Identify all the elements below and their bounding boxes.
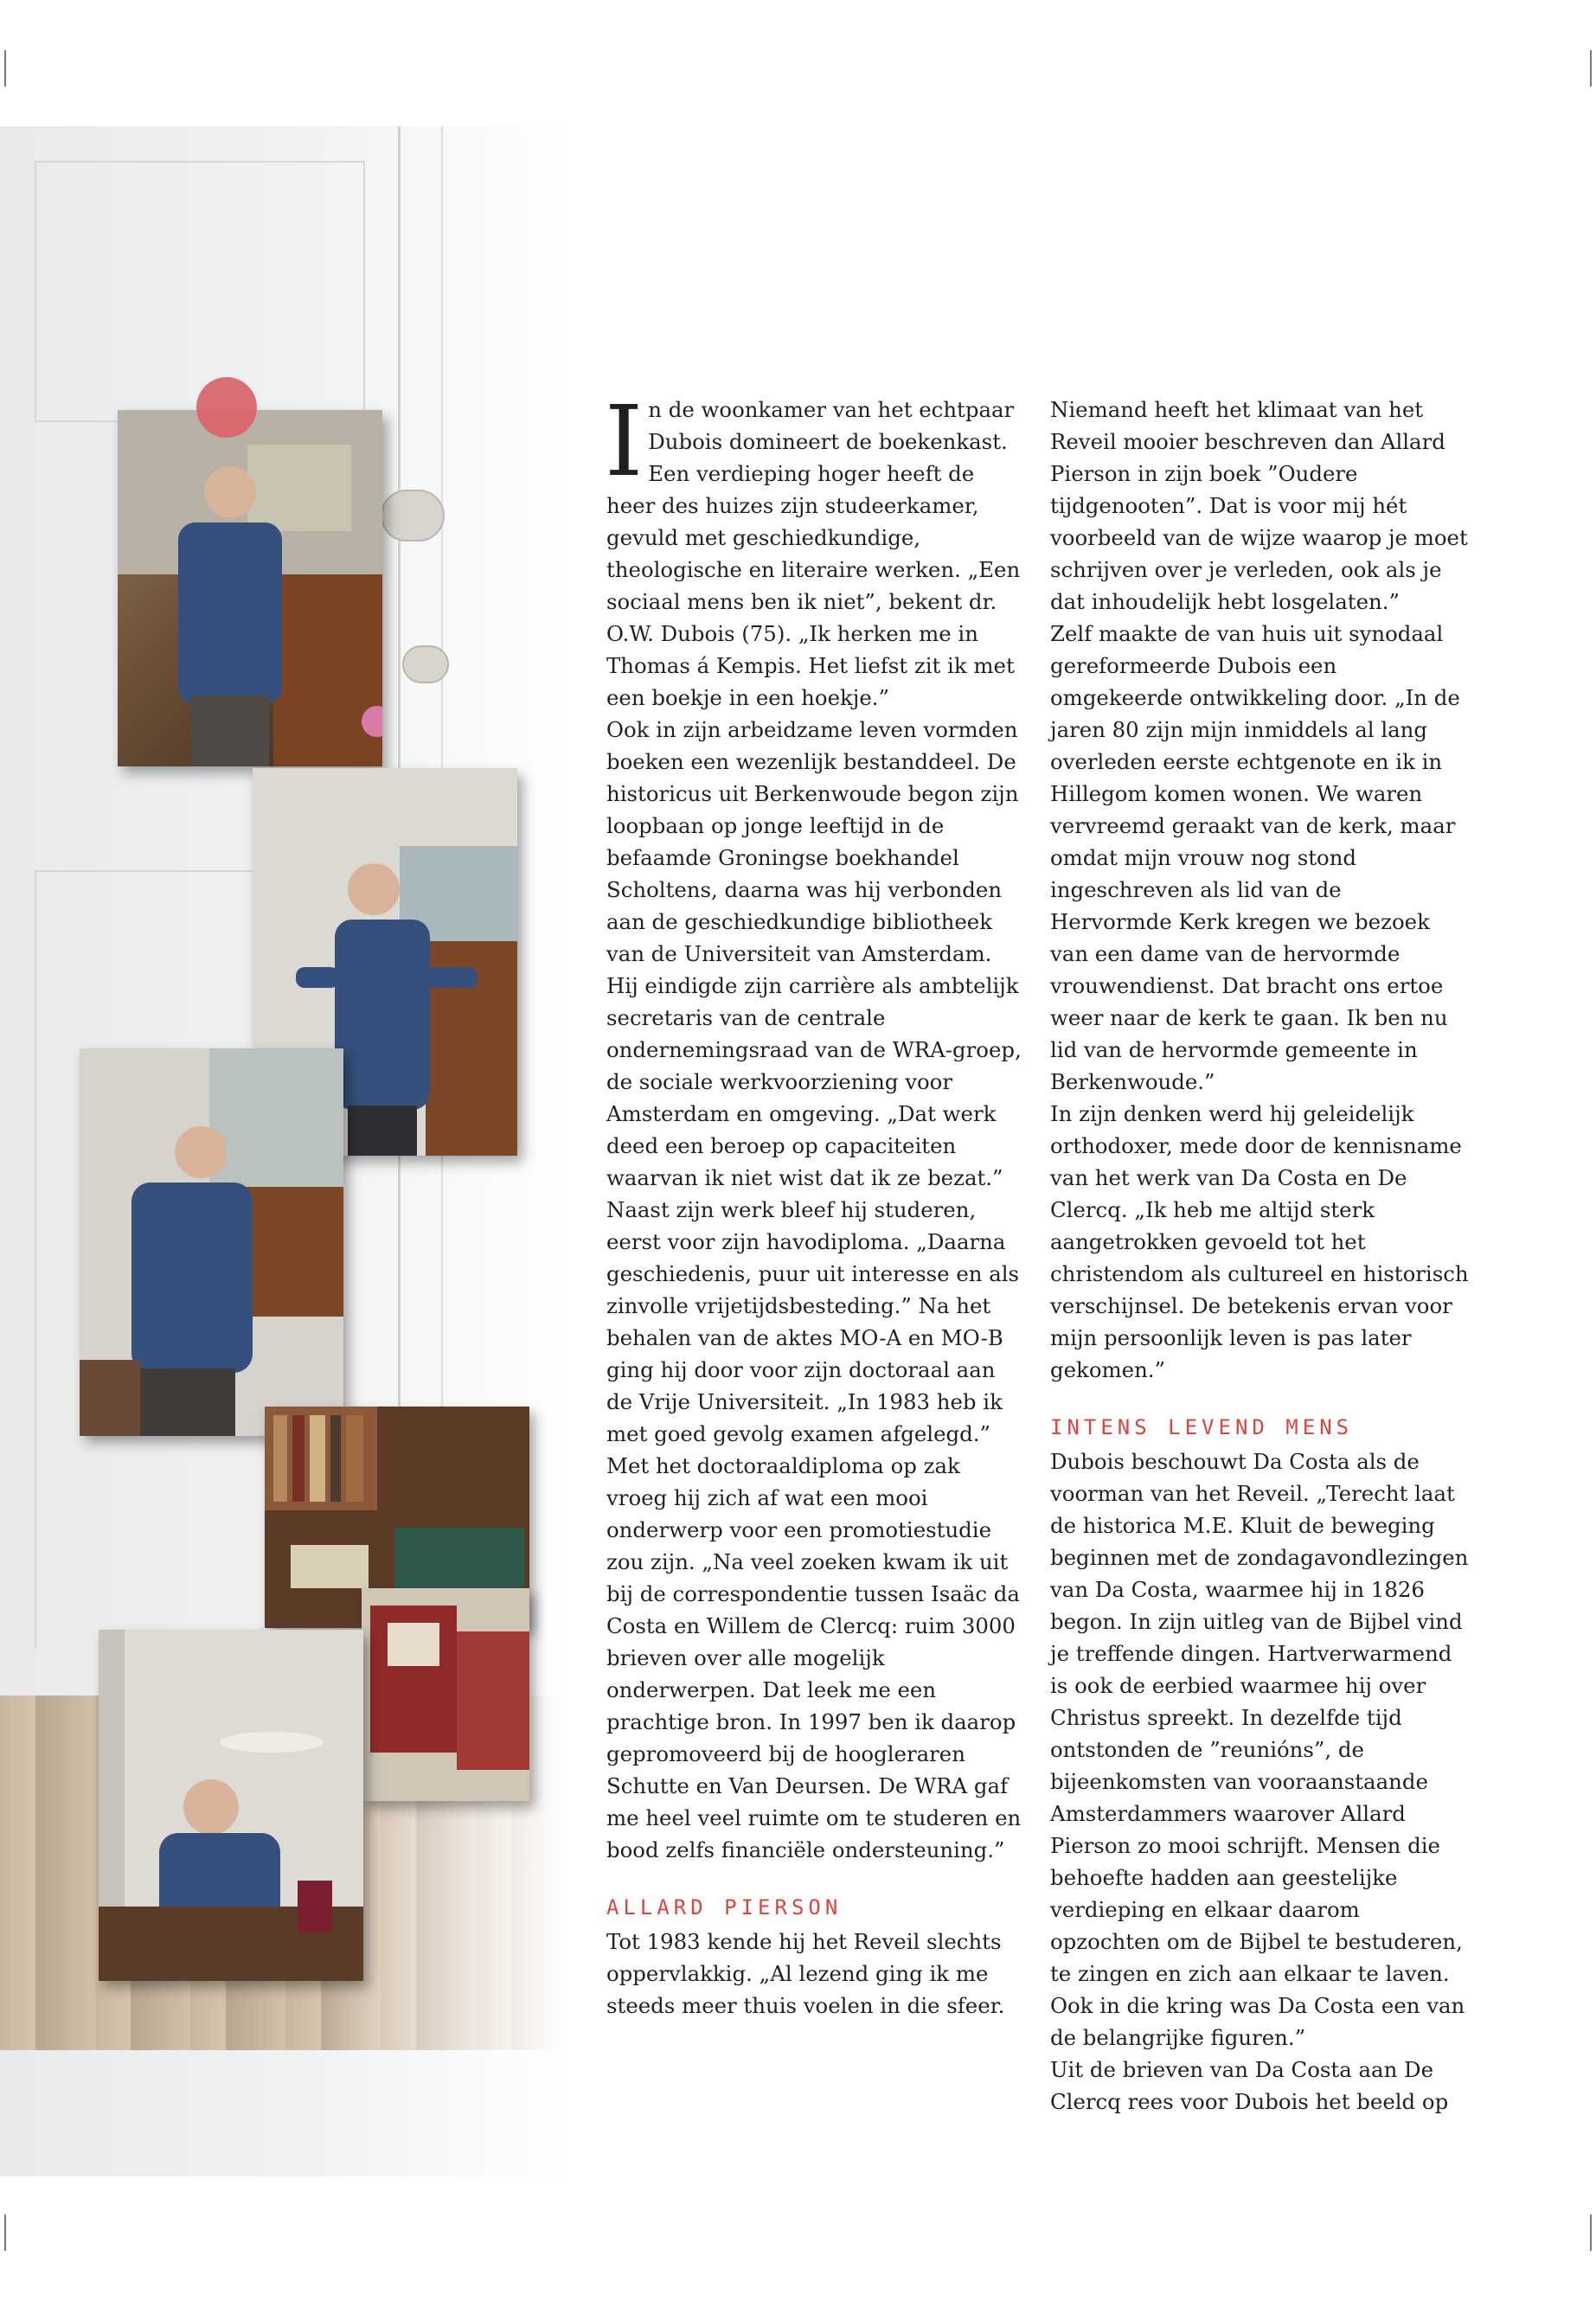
body-paragraph: Tot 1983 kende hij het Reveil slechts oppervlakkig. „Al lezend ging ik me steeds meer thuis voelen in die sfeer. (606, 1929, 1005, 2018)
body-paragraph: Ook in zijn arbeidzame leven vormden boeken een wezenlijk bestanddeel. De historicus uit Berkenwoude begon zijn loopbaan op jonge leeftijd in de befaamde Groningse boekhandel Scholtens, daarna was hij verbonden aan de geschiedkundige bibliotheek van de Universiteit van Amsterdam. Hij eindigde zijn carrière als ambtelijk secretaris van de centrale ondernemingsraad van de WRA-groep, de sociale werkvoorziening voor Amsterdam en omgeving. „Dat werk deed een beroep op capaciteiten waarvan ik niet wist dat ik ze bezat.” (606, 717, 1022, 1190)
photo-man-at-desk (99, 1630, 363, 1981)
drop-cap: I (605, 386, 644, 498)
body-paragraph: Met het doctoraaldiploma op zak vroeg hij zich af wat een mooi onderwerp voor een promotiestudie zou zijn. „Na veel zoeken kwam ik uit bij de correspondentie tussen Isaäc da Costa en Willem de Clercq: ruim 3000 brieven over alle mogelijk onderwerpen. Dat leek me een prachtige bron. In 1997 ben ik daarop gepromoveerd bij de hoogleraren Schutte en Van Deursen. De WRA gaf me heel veel ruimte om te studeren en bood zelfs financiële ondersteuning.” (606, 1453, 1022, 1862)
photo-man-talking (80, 1048, 343, 1436)
portrait-photo-icon (80, 1048, 343, 1436)
intro-paragraph: In de woonkamer van het echtpaar Dubois domineert de boekenkast. Een verdieping hoger heeft de heer des huizes zijn studeerkamer, gevuld met geschiedkundige, theologische en literaire werken. „Een sociaal mens ben ik niet”, bekent dr. O.W. Dubois (75). „Ik herken me in Thomas á Kempis. Het liefst zit ik met een boekje in een hoekje.” (605, 386, 1021, 710)
photo-man-gesturing-by-cabinet (118, 410, 382, 766)
red-accent-dot (196, 377, 257, 438)
crop-mark-bottom-left (4, 2214, 6, 2251)
crop-mark-top-right (1590, 50, 1592, 87)
door-hinge (402, 645, 449, 683)
section-heading-intens-levend-mens: INTENS LEVEND MENS (1050, 1415, 1354, 1439)
article-column-1 (605, 386, 1026, 2022)
body-paragraph: Niemand heeft het klimaat van het Reveil mooier beschreven dan Allard Pierson in zijn boek ”Oudere tijdgenooten”. Dat is voor mij hét voorbeeld van de wijze waarop je moet schrijven over je verleden, ook als je dat inhoudelijk hebt losgelaten.” (1050, 397, 1468, 614)
section-heading-allard-pierson: ALLARD PIERSON (606, 1895, 843, 1920)
crop-mark-top-left (4, 50, 6, 87)
article-column-2 (1050, 394, 1470, 2118)
door-handle (381, 490, 445, 542)
still-life-photo-icon (362, 1588, 529, 1801)
body-paragraph: Dubois beschouwt Da Costa als de voorman van het Reveil. „Terecht laat de historica M.E. Kluit de beweging beginnen met de zondagavondlezingen van Da Costa, waarmee hij in 1826 begon. In zijn uitleg van de Bijbel vind je treffende dingen. Hartverwarmend is ook de eerbied waarmee hij over Christus spreekt. In dezelfde tijd ontstonden de ”reunións”, de bijeenkomsten van vooraanstaande Amsterdammers waarover Allard Pierson zo mooi schrijft. Mensen die behoefte hadden aan geestelijke verdieping en elkaar daarom opzochten om de Bijbel te bestuderen, te zingen en zich aan elkaar te laven. Ook in die kring was Da Costa een van de belangrijke figuren.” (1050, 1449, 1469, 2050)
photo-book-covers (362, 1588, 529, 1801)
portrait-photo-icon (118, 410, 382, 766)
body-paragraph: Naast zijn werk bleef hij studeren, eerst voor zijn havodiploma. „Daarna geschiedenis, puur uit interesse en als zinvolle vrijetijdsbesteding.” Na het behalen van de aktes MO-A en MO-B ging hij door voor zijn doctoraal aan de Vrije Universiteit. „In 1983 heb ik met goed gevolg examen afgelegd.” (606, 1197, 1020, 1446)
body-paragraph: Uit de brieven van Da Costa aan De Clercq rees voor Dubois het beeld op (1050, 2057, 1449, 2114)
body-paragraph: Zelf maakte de van huis uit synodaal gereformeerde Dubois een omgekeerde ontwikkeling door. „In de jaren 80 zijn mijn inmiddels al lang overleden eerste echtgenote en ik in Hillegom komen wonen. We waren vervreemd geraakt van de kerk, maar omdat mijn vrouw nog stond ingeschreven als lid van de Hervormde Kerk kregen we bezoek van een dame van de hervormde vrouwendienst. Dat bracht ons ertoe weer naar de kerk te gaan. Ik ben nu lid van de hervormde gemeente in Berkenwoude.” (1050, 621, 1460, 1094)
crop-mark-bottom-right (1590, 2214, 1592, 2251)
portrait-photo-icon (99, 1630, 363, 1981)
body-paragraph: In zijn denken werd hij geleidelijk orthodoxer, mede door de kennisname van het werk van Da Costa en De Clercq. „Ik heb me altijd sterk aangetrokken gevoeld tot het christendom als cultureel en historisch verschijnsel. De betekenis ervan voor mijn persoonlijk leven is pas later gekomen.” (1050, 1101, 1469, 1382)
